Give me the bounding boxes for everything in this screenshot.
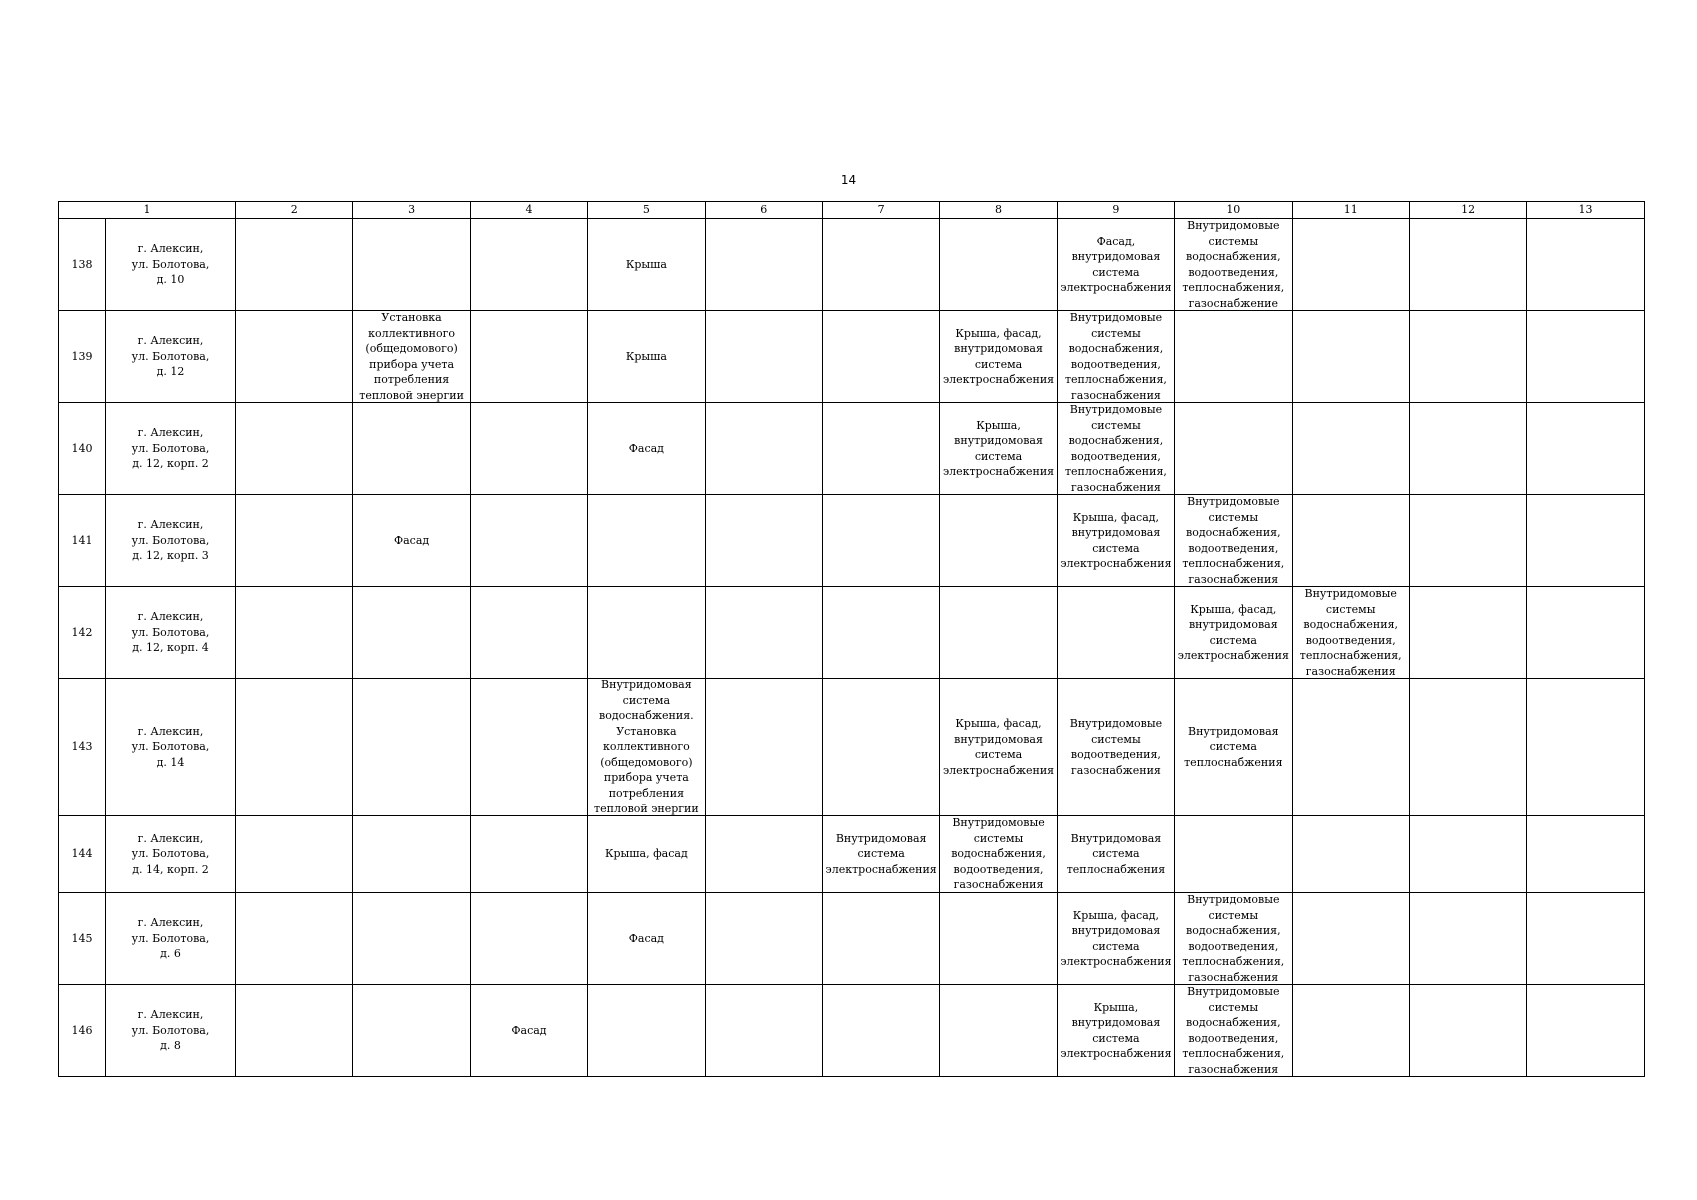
column-header-12: 12	[1409, 202, 1526, 219]
address-text: г. Алексин, ул. Болотова, д. 14	[131, 724, 210, 769]
work-cell-text: Внутридомовые системы водоотведения, газоснабжения	[1069, 717, 1163, 777]
table-body	[59, 219, 1645, 1077]
work-cell-text: Крыша, внутридомовая система электроснабжения	[942, 418, 1055, 478]
work-cell-col-7	[822, 816, 939, 893]
address-text: г. Алексин, ул. Болотова, д. 12	[131, 334, 210, 379]
work-cell-col-8	[940, 219, 1057, 311]
work-cell-text: Внутридомовые системы водоснабжения, водоотведения, теплоснабжения, газоснабжения	[1299, 587, 1402, 678]
work-cell-col-3	[353, 219, 470, 311]
work-cell-col-13	[1527, 311, 1644, 403]
column-header-1: 1	[59, 202, 236, 219]
work-cell-col-9	[1057, 311, 1174, 403]
work-cell-col-4	[470, 311, 587, 403]
work-cell-col-11	[1292, 679, 1409, 816]
work-cell-col-6	[705, 587, 822, 679]
work-cell-text: Внутридомовые системы водоснабжения, водоотведения, теплоснабжения, газоснабжения	[1182, 495, 1285, 586]
row-number-cell: 139	[59, 311, 106, 403]
work-cell-col-8	[940, 816, 1057, 893]
work-cell-col-9	[1057, 985, 1174, 1077]
work-cell-col-11	[1292, 403, 1409, 495]
work-cell-col-13	[1527, 403, 1644, 495]
work-cell-col-4	[470, 403, 587, 495]
address-cell	[106, 219, 236, 311]
work-cell-col-11	[1292, 311, 1409, 403]
row-number-cell: 140	[59, 403, 106, 495]
work-cell-col-5	[588, 985, 705, 1077]
work-cell-text: Крыша	[625, 257, 667, 271]
row-number-cell: 138	[59, 219, 106, 311]
work-cell-col-11	[1292, 816, 1409, 893]
work-cell-text: Фасад	[628, 441, 664, 455]
address-cell	[106, 679, 236, 816]
work-cell-col-2	[236, 587, 353, 679]
column-header-13: 13	[1527, 202, 1644, 219]
work-cell-col-4	[470, 893, 587, 985]
work-cell-col-5	[588, 587, 705, 679]
work-cell-col-10	[1175, 679, 1292, 816]
address-cell	[106, 495, 236, 587]
work-cell-col-11	[1292, 495, 1409, 587]
work-cell-col-6	[705, 219, 822, 311]
table-row	[59, 403, 1645, 495]
work-cell-text: Фасад	[393, 533, 430, 547]
work-cell-col-6	[705, 985, 822, 1077]
work-cell-col-6	[705, 403, 822, 495]
table-row	[59, 985, 1645, 1077]
work-cell-col-10	[1175, 311, 1292, 403]
work-cell-col-8	[940, 403, 1057, 495]
work-cell-col-13	[1527, 985, 1644, 1077]
work-cell-text: Фасад, внутридомовая система электроснабжения	[1060, 234, 1172, 294]
work-cell-col-7	[822, 893, 939, 985]
work-cell-text: Внутридомовая система теплоснабжения	[1184, 724, 1283, 769]
work-cell-col-9	[1057, 495, 1174, 587]
work-cell-col-6	[705, 495, 822, 587]
work-cell-col-4	[470, 495, 587, 587]
work-cell-col-9	[1057, 219, 1174, 311]
work-cell-col-11	[1292, 219, 1409, 311]
work-cell-text: Крыша, фасад, внутридомовая система электроснабжения	[1177, 602, 1289, 662]
work-cell-col-13	[1527, 219, 1644, 311]
row-number-cell: 142	[59, 587, 106, 679]
work-cell-col-9	[1057, 679, 1174, 816]
work-cell-text: Внутридомовые системы водоснабжения, водоотведения, теплоснабжения, газоснабжения	[1182, 985, 1285, 1076]
work-cell-col-4	[470, 219, 587, 311]
work-cell-text: Внутридомовая система теплоснабжения	[1066, 831, 1166, 876]
work-cell-col-7	[822, 985, 939, 1077]
work-cell-col-7	[822, 403, 939, 495]
work-cell-col-4	[470, 985, 587, 1077]
work-cell-col-12	[1409, 219, 1526, 311]
work-cell-col-11	[1292, 985, 1409, 1077]
work-schedule-table	[58, 201, 1645, 1077]
address-cell	[106, 403, 236, 495]
work-cell-col-4	[470, 816, 587, 893]
work-cell-col-5	[588, 219, 705, 311]
address-text: г. Алексин, ул. Болотова, д. 12, корп. 2	[131, 426, 210, 471]
column-number-row	[59, 202, 1645, 219]
work-cell-col-2	[236, 219, 353, 311]
work-cell-col-2	[236, 816, 353, 893]
address-text: г. Алексин, ул. Болотова, д. 14, корп. 2	[131, 831, 210, 876]
work-cell-col-11	[1292, 587, 1409, 679]
table-row	[59, 495, 1645, 587]
work-cell-col-3	[353, 587, 470, 679]
address-cell	[106, 816, 236, 893]
work-cell-col-9	[1057, 816, 1174, 893]
address-cell	[106, 985, 236, 1077]
work-cell-col-10	[1175, 816, 1292, 893]
page-number: 14	[840, 173, 857, 187]
work-cell-text: Крыша, внутридомовая система электроснабжения	[1060, 1000, 1172, 1060]
work-cell-col-6	[705, 311, 822, 403]
work-cell-col-2	[236, 403, 353, 495]
work-cell-col-12	[1409, 893, 1526, 985]
table-row	[59, 219, 1645, 311]
work-cell-col-4	[470, 587, 587, 679]
work-cell-col-11	[1292, 893, 1409, 985]
work-cell-text: Внутридомовые системы водоснабжения, водоотведения, газоснабжения	[951, 816, 1046, 892]
column-header-9: 9	[1057, 202, 1174, 219]
work-cell-col-2	[236, 495, 353, 587]
address-text: г. Алексин, ул. Болотова, д. 12, корп. 4	[131, 610, 210, 655]
address-text: г. Алексин, ул. Болотова, д. 6	[131, 916, 210, 961]
work-cell-col-7	[822, 495, 939, 587]
work-cell-col-12	[1409, 816, 1526, 893]
work-cell-col-5	[588, 679, 705, 816]
work-cell-col-13	[1527, 495, 1644, 587]
work-cell-col-7	[822, 587, 939, 679]
column-header-3: 3	[353, 202, 470, 219]
work-cell-col-3	[353, 311, 470, 403]
address-text: г. Алексин, ул. Болотова, д. 10	[131, 242, 210, 287]
work-cell-col-6	[705, 679, 822, 816]
column-header-5: 5	[588, 202, 705, 219]
work-cell-col-10	[1175, 587, 1292, 679]
work-cell-col-8	[940, 679, 1057, 816]
work-cell-col-10	[1175, 219, 1292, 311]
row-number-cell: 143	[59, 679, 106, 816]
work-cell-col-5	[588, 495, 705, 587]
work-cell-col-12	[1409, 311, 1526, 403]
work-cell-text: Крыша	[625, 349, 667, 363]
work-cell-text: Крыша, фасад	[604, 847, 688, 861]
work-cell-col-10	[1175, 403, 1292, 495]
work-cell-text: Внутридомовая система электроснабжения	[825, 831, 937, 876]
work-cell-col-2	[236, 679, 353, 816]
work-cell-text: Крыша, фасад, внутридомовая система электроснабжения	[1060, 510, 1172, 570]
table-row	[59, 893, 1645, 985]
work-cell-text: Установка коллективного (общедомового) прибора учета потребления тепловой энергии	[359, 311, 464, 402]
work-cell-text: Внутридомовые системы водоснабжения, водоотведения, теплоснабжения, газоснабжение	[1182, 219, 1285, 310]
work-cell-col-9	[1057, 403, 1174, 495]
address-text: г. Алексин, ул. Болотова, д. 8	[131, 1008, 210, 1053]
work-cell-col-10	[1175, 495, 1292, 587]
work-cell-text: Внутридомовые системы водоснабжения, водоотведения, теплоснабжения, газоснабжения	[1182, 893, 1285, 984]
work-cell-col-7	[822, 679, 939, 816]
work-cell-col-13	[1527, 816, 1644, 893]
work-cell-col-12	[1409, 679, 1526, 816]
work-cell-col-12	[1409, 587, 1526, 679]
row-number-cell: 145	[59, 893, 106, 985]
work-cell-col-8	[940, 893, 1057, 985]
work-cell-col-7	[822, 311, 939, 403]
work-cell-text: Крыша, фасад, внутридомовая система электроснабжения	[1060, 908, 1172, 968]
work-cell-col-8	[940, 587, 1057, 679]
work-cell-text: Фасад	[628, 931, 664, 945]
work-cell-col-13	[1527, 893, 1644, 985]
column-header-4: 4	[470, 202, 587, 219]
row-number-cell: 146	[59, 985, 106, 1077]
work-cell-col-3	[353, 893, 470, 985]
column-header-11: 11	[1292, 202, 1409, 219]
work-cell-col-10	[1175, 985, 1292, 1077]
work-cell-col-8	[940, 495, 1057, 587]
work-cell-col-7	[822, 219, 939, 311]
table-row	[59, 311, 1645, 403]
address-cell	[106, 893, 236, 985]
work-cell-col-8	[940, 311, 1057, 403]
table-row	[59, 587, 1645, 679]
work-cell-col-5	[588, 403, 705, 495]
work-cell-col-3	[353, 816, 470, 893]
work-cell-col-12	[1409, 495, 1526, 587]
address-cell	[106, 311, 236, 403]
work-cell-text: Внутридомовые системы водоснабжения, водоотведения, теплоснабжения, газоснабжения	[1064, 403, 1167, 494]
work-cell-col-12	[1409, 985, 1526, 1077]
work-cell-col-2	[236, 311, 353, 403]
work-cell-col-4	[470, 679, 587, 816]
table-row	[59, 679, 1645, 816]
work-cell-col-13	[1527, 679, 1644, 816]
work-cell-col-6	[705, 816, 822, 893]
column-header-6: 6	[705, 202, 822, 219]
work-cell-col-9	[1057, 893, 1174, 985]
column-header-8: 8	[940, 202, 1057, 219]
work-cell-col-2	[236, 893, 353, 985]
column-header-2: 2	[236, 202, 353, 219]
work-cell-col-10	[1175, 893, 1292, 985]
row-number-cell: 144	[59, 816, 106, 893]
work-cell-text: Внутридомовые системы водоснабжения, водоотведения, теплоснабжения, газоснабжения	[1064, 311, 1167, 402]
work-cell-col-3	[353, 495, 470, 587]
column-header-7: 7	[822, 202, 939, 219]
address-cell	[106, 587, 236, 679]
work-cell-text: Крыша, фасад, внутридомовая система электроснабжения	[942, 326, 1055, 386]
column-header-10: 10	[1175, 202, 1292, 219]
row-number-cell: 141	[59, 495, 106, 587]
table-row	[59, 816, 1645, 893]
work-cell-col-3	[353, 403, 470, 495]
work-cell-col-3	[353, 985, 470, 1077]
work-cell-col-5	[588, 311, 705, 403]
work-cell-text: Крыша, фасад, внутридомовая система электроснабжения	[942, 717, 1055, 777]
work-cell-col-12	[1409, 403, 1526, 495]
work-cell-col-2	[236, 985, 353, 1077]
work-cell-col-13	[1527, 587, 1644, 679]
work-cell-col-5	[588, 816, 705, 893]
work-cell-col-9	[1057, 587, 1174, 679]
work-cell-text: Фасад	[511, 1023, 547, 1037]
work-cell-col-6	[705, 893, 822, 985]
work-cell-col-5	[588, 893, 705, 985]
work-cell-col-3	[353, 679, 470, 816]
address-text: г. Алексин, ул. Болотова, д. 12, корп. 3	[131, 518, 210, 563]
work-cell-col-8	[940, 985, 1057, 1077]
work-cell-text: Внутридомовая система водоснабжения. Установка коллективного (общедомового) прибора учета потребления тепловой энергии	[594, 679, 699, 815]
